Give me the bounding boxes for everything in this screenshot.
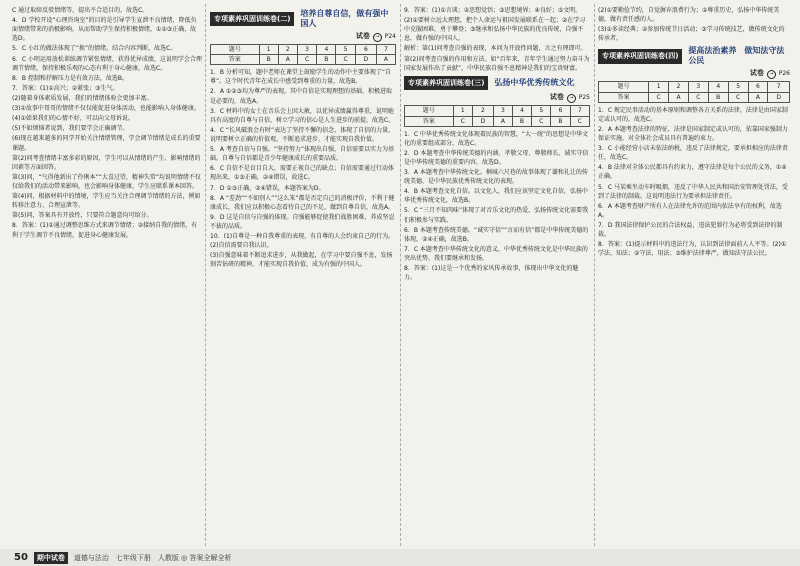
answer-paragraph: 5．C 小红的做法体现了“换”的情绪，结合内容判断，故选C。: [12, 45, 177, 53]
table-cell: C: [297, 55, 316, 65]
answer-paragraph: 5．C 马某乘坐动车时吸烟，违反了中华人民共和国治安管理处罚法，受到了法律的制裁。这说明违法行为要承担法律责任。: [598, 183, 788, 200]
column-1: [12, 6, 202, 241]
table-cell: 3: [688, 82, 708, 92]
answer-paragraph: 6．C 小明运用放松训练调节紧张情绪，获得优异成绩，这说明学会合理调节情绪，保持积极乐观的心态有利于身心健康，故选C。: [12, 55, 202, 72]
answer-paragraph: 第(2)问考查自强的作用和方法。如“百年来，青年学生通过努力奋斗为国家发展作出了贡献”，中华民族自强不息精神是我们的宝贵财富。: [404, 55, 590, 72]
table-cell: C: [336, 55, 355, 65]
page-number: 50: [14, 552, 28, 563]
table-cell: A: [376, 55, 395, 65]
answer-paragraph: 3．A 本题考查中华传统文化。桐城六尺巷的故事体现了谦和礼让的传统美德，是中华民族优秀传统文化的表现。: [404, 169, 588, 186]
table-cell: B: [259, 55, 278, 65]
score-prefix: 试卷: [355, 32, 370, 40]
answer-paragraph: 第(2)问考查情绪丰富多彩的原因，学生可以从情绪的产生、影响情绪的因素等方面回答。: [12, 154, 201, 171]
answer-paragraph: 2．A 本题考查法律的特征，法律是国家制定或认可的，依靠国家强制力保证实施，对全体社会成员具有普遍约束力。: [598, 125, 788, 142]
column-4: [598, 6, 790, 259]
score-prefix: 试卷: [749, 69, 764, 78]
table-cell: C: [532, 116, 551, 126]
table-cell: 3: [297, 45, 316, 55]
column-2-body: [210, 68, 396, 269]
table-cell: B: [708, 92, 728, 102]
score-page: P26: [778, 70, 790, 78]
table-cell: C: [649, 92, 669, 102]
answer-paragraph: (2)①要树立远大理想，把个人命运与祖国发展联系在一起；②在学习中克服困难，勇于攀登；③继承和弘扬中华民族的优良传统，自强不息，做有强的中国人。: [404, 17, 586, 43]
table-cell: 答案: [599, 92, 649, 102]
section-tag: 专项素养巩固训练卷(二): [210, 12, 294, 27]
answer-paragraph: 2．A ①②③均为尊严的表现，其中自信是实现理想的基础，积极进取是必要的，故选A。: [210, 88, 392, 105]
link-icon: →: [767, 70, 776, 79]
link-icon: →: [373, 33, 382, 42]
answer-paragraph: 第(4)问，根据材料中的情境，学生应当关注合理调节情绪的方法，例如转移注意力、合理宣泄等。: [12, 193, 201, 210]
link-icon: →: [567, 94, 576, 103]
table-cell: 1: [259, 45, 278, 55]
table-cell: 4: [512, 106, 531, 116]
table-cell: 2: [669, 82, 689, 92]
table-cell: 4: [317, 45, 336, 55]
score-prefix: 试卷: [549, 93, 564, 102]
table-cell: A: [278, 55, 297, 65]
table-header-row: [405, 106, 590, 116]
table-cell: A: [669, 92, 689, 102]
section-header: [210, 9, 396, 29]
column-divider: [400, 4, 401, 546]
brand-logo: 期中试卷: [34, 552, 68, 564]
table-cell: C: [570, 116, 589, 126]
answer-paragraph: 8．答案：(1)这是一个优秀的家风传承故事，体现出中华文化的魅力。: [404, 265, 579, 282]
answer-paragraph: 7．答案：(1)①高兴；②紧张；③生气。: [12, 84, 119, 92]
column-divider: [594, 4, 595, 546]
column-2: [210, 6, 396, 271]
table-cell: 6: [748, 82, 768, 92]
table-cell: 6: [355, 45, 376, 55]
answer-paragraph: 4．B 法律对全体公民都具有约束力，遵守法律是每个公民的义务，①④正确。: [598, 164, 787, 181]
section-header: [598, 46, 790, 66]
score-page: P25: [578, 94, 590, 102]
table-cell: 6: [551, 106, 570, 116]
answer-paragraph: (2)①要勤俭节约，自觉摒弃浪费行为；②尊重历史，弘扬中华传统美德，做有责任感的人。: [598, 7, 780, 24]
answer-paragraph: 9．答案：(1)①言谈；②思想觉悟；③思想境界；④良好；⑤文明。: [404, 7, 582, 14]
section-title: 提高法治素养 做知法守法公民: [688, 46, 785, 66]
answer-paragraph: 2．D 本题考查中华传统美德的内涵。孝敬父母、尊敬师长、诚实守信是中华传统美德的重要内容，故选D。: [404, 149, 589, 166]
answer-paragraph: 7．D ①③正确，②④错误，本题答案为D。: [210, 184, 325, 192]
section-title: 培养自尊自信，做有强中国人: [300, 9, 389, 28]
answer-paragraph: 1．C 规定民事活动的基本原则和调整各方关系的法律，法律是由国家制定或认可的，故选C。: [598, 106, 788, 123]
answer-paragraph: 7．C 本题考查中华传统文化的意义，中华优秀传统文化是中华民族的突出优势，我们要继承和发扬。: [404, 245, 588, 263]
table-cell: 7: [768, 82, 790, 92]
answer-paragraph: 6．C 自信不是盲目自大，需要正视自己的缺点；自信需要通过行动体现出来，①③正确，②④错误，故选C。: [210, 165, 394, 182]
table-row: [211, 55, 396, 65]
answer-paragraph: (6)现在越来越多的同学开始关注情绪管理，学会调节情绪是成长的重要课题。: [12, 135, 201, 152]
answer-paragraph: C 通过取缔反驳情绪等，提出不合适目的，故选C。: [12, 7, 149, 14]
answer-paragraph: 5．C “三月不知肉味”体现了对音乐文化的热爱，弘扬传统文化需要我们积极参与实践。: [404, 207, 589, 224]
answer-paragraph: 6．A 本题考查财产所有人在法律允许的范围内依法享有的权利，故选A。: [598, 202, 782, 219]
table-cell: 3: [493, 106, 512, 116]
table-cell: C: [728, 92, 748, 102]
answer-paragraph: 4．C “长风破浪会有时”表达了坚持不懈的信念，体现了自信的力量，说明要树立正确的价值观，不断追求进步，才能实现自我价值。: [210, 126, 395, 143]
answer-paragraph: 5．A 考查自信与自强。“坚持努力”体现出自强，自信需要以实力为基础。自尊与自信都是青少年健康成长的重要品质。: [210, 146, 395, 163]
page-reference: [598, 68, 790, 79]
answer-table: [210, 44, 396, 65]
answer-table: [404, 105, 590, 126]
section-tag: 专项素养巩固训练卷(三): [404, 76, 488, 91]
answer-paragraph: 1．B 分析可知，题中老师在课堂上鼓励学生的动作中主要体现了“自尊”。这个时代青年在成长中感受到尊重的力量，故选B。: [210, 69, 391, 86]
answer-paragraph: 8．A “差劲”“不如别人”“这么笨”都是否定自己的消极评价，不利于健康成长，我们应以积极心态看待自己的不足，做到自尊自信，故选A。: [210, 194, 395, 211]
answer-paragraph: (2)随着身体素质发展，我们的情绪体验会更加丰富。: [12, 94, 153, 102]
score-page: P24: [384, 33, 396, 40]
section-tag: 专项素养巩固训练卷(四): [598, 49, 682, 64]
table-cell: B: [317, 55, 336, 65]
table-cell: 5: [336, 45, 355, 55]
column-4-top: [598, 6, 790, 43]
table-cell: 2: [278, 45, 297, 55]
answer-paragraph: 7．D 我国法律保护公民的合法权益，违法犯罪行为必将受到法律的制裁。: [598, 221, 783, 239]
page-reference: [210, 31, 396, 42]
table-cell: 5: [728, 82, 748, 92]
answer-paragraph: 9．D 这是自信与自强的体现。自强能够促使我们战胜困难，养成坚忍不拔的品质。: [210, 213, 395, 230]
column-3: [404, 6, 590, 283]
table-header-row: [599, 82, 790, 92]
table-header-row: [211, 45, 396, 55]
answer-paragraph: 4．D 学校开设“心理咨询室”的目的是引导学生宣泄不良情绪，降低负面情绪带来的消极影响，从而帮助学生保持积极情绪，①②③正确，故选D。: [12, 17, 197, 43]
table-cell: 1: [453, 106, 472, 116]
answer-paragraph: (3)①多读经典；②参加传统节日活动；③学习传统技艺，做传统文化的传承者。: [598, 26, 785, 43]
answer-paragraph: 10．(1)自尊是一种自我尊重的表现，有自尊的人会约束自己的行为。(2)自信需要自我认识。: [210, 233, 395, 250]
answer-paragraph: 4．B 本题考查文化自信。以文化人，我们应该坚定文化自信，弘扬中华优秀传统文化，故选B。: [404, 188, 588, 205]
table-cell: D: [472, 116, 493, 126]
answer-paragraph: 3．C 材料中的女士在音乐会上因大赦，以优异成绩赢得尊重，说明她具有高度的自尊与自信，树立学习的信心是人生进步的前提，故选C。: [210, 107, 395, 124]
table-cell: 7: [570, 106, 589, 116]
table-cell: 7: [376, 45, 395, 55]
answer-paragraph: 第(3)问，“气得他新出了伶俐本”“大喜过望，精神失常”均说明情绪不仅仅给我们的活动带来影响，也会影响身体健康，学生应联系课本回答。: [12, 173, 201, 190]
table-cell: 5: [532, 106, 551, 116]
answer-paragraph: 8．B 控制和抒解压力是有效方法，故选B。: [12, 74, 128, 82]
table-cell: B: [551, 116, 570, 126]
column-3-top: [404, 6, 590, 73]
answer-paragraph: (4)①如果我们的心情不好，可以向父母诉说。: [12, 115, 134, 123]
table-cell: 答案: [211, 55, 260, 65]
answer-paragraph: 解析：第(1)问考查自强的表现，本问为开放性问题，言之有理即可。: [404, 45, 587, 53]
column-divider: [205, 4, 206, 546]
table-cell: D: [768, 92, 790, 102]
table-cell: 题号: [211, 45, 260, 55]
answer-paragraph: 8．答案：(1)①通过调整思维方式来调节情绪；②接纳自我的情绪，有利于学生调节不良情绪，促进身心健康发展。: [12, 222, 198, 239]
answer-paragraph: 6．B 本题考查传统美德。“诚实守信”“言而有信”都是中华传统美德的体现，②④正确，故选B。: [404, 226, 589, 243]
answer-paragraph: (3)自强意味着不断追求进步，从我做起，在学习中要自强不息，发扬刻苦钻研的精神，才能实现自我价值，成为有强的中国人。: [210, 252, 393, 269]
table-row: [599, 92, 790, 102]
table-cell: 2: [472, 106, 493, 116]
answer-table: [598, 81, 790, 102]
table-row: [405, 116, 590, 126]
column-4-body: [598, 106, 790, 259]
answer-paragraph: 第(5)问，答案具有开放性，只要符合题意均可给分。: [12, 212, 153, 220]
table-cell: A: [748, 92, 768, 102]
table-cell: 题号: [599, 82, 649, 92]
answer-paragraph: 1．C 中华优秀传统文化体现着民族的智慧，“大一统”的思想是中华文化的重要组成部分，故选C。: [404, 130, 589, 147]
page-reference: [404, 92, 590, 103]
answer-paragraph: 3．C 小能经营小店未依法纳税，违反了法律规定，要承担相应的法律责任，故选C。: [598, 145, 788, 162]
page-footer: [0, 549, 800, 566]
column-3-body: [404, 130, 590, 283]
table-cell: C: [688, 92, 708, 102]
table-cell: B: [512, 116, 531, 126]
answer-paragraph: (3)①故事中哥哥的情绪不仅仅能促进身体活动，也能影响人身体健康。: [12, 105, 200, 113]
table-cell: A: [493, 116, 512, 126]
book-title: 道德与法治 七年级下册 人教版 ◎ 答案全解全析: [73, 553, 232, 562]
table-cell: 答案: [405, 116, 454, 126]
answer-paragraph: 8．答案：(1)提示材料中的违法行为，认识到法律面前人人平等。(2)①学法、知法；②守法、用法；③维护法律尊严，做知法守法公民。: [598, 241, 787, 258]
table-cell: D: [355, 55, 376, 65]
answer-paragraph: (5)不如烦恼者说到，我们要学会正确调节。: [12, 125, 129, 133]
section-title: 弘扬中华优秀传统文化: [494, 78, 575, 88]
table-cell: 1: [649, 82, 669, 92]
section-header: [404, 76, 590, 91]
table-cell: 4: [708, 82, 728, 92]
table-cell: C: [453, 116, 472, 126]
table-cell: 题号: [405, 106, 454, 116]
